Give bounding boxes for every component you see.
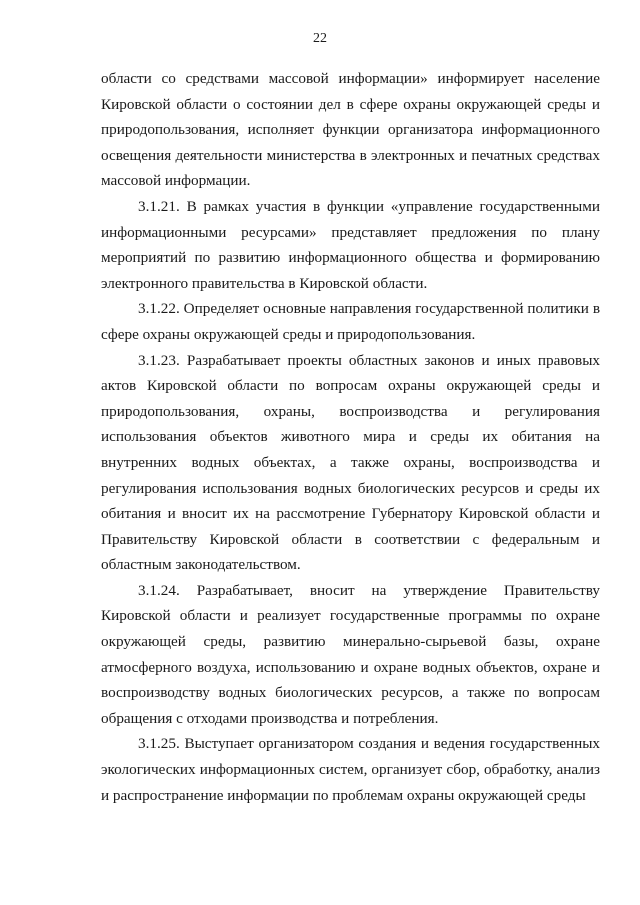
paragraph-3-1-23: 3.1.23. Разрабатывает проекты областных законов и иных правовых актов Кировской области по вопросам охраны окружающей среды и природопользования, охраны, воспроизводства и регулирования использования объектов животного мира и среды их обитания на внутренних водных объектах, а также охраны, воспроизводства и регулирования использования водных биологических ресурсов и среды их обитания и вносит их на рассмотрение Губернатору Кировской области и Правительству Кировской области в соответствии с федеральным и областным законодательством. xyxy=(101,351,600,574)
paragraph-3-1-24: 3.1.24. Разрабатывает, вносит на утверждение Правительству Кировской области и реализует государственные программы по охране окружающей среды, развитию минерально-сырьевой базы, охране атмосферного воздуха, использованию и охране водных объектов, охране и воспроизводству водных биологических ресурсов, а также по вопросам обращения с отходами производства и потребления. xyxy=(101,581,600,727)
paragraph-continuation: области со средствами массовой информации» информирует население Кировской области о состоянии дел в сфере охраны окружающей среды и природопользования, исполняет функции организатора информационного освещения деятельности министерства в электронных и печатных средствах массовой информации. xyxy=(101,70,600,190)
paragraph-3-1-21: 3.1.21. В рамках участия в функции «управление государственными информационными ресурсами» представляет предложения по плану мероприятий по развитию информационного общества и формированию электронного правительства в Кировской области. xyxy=(101,197,600,292)
paragraph-3-1-22: 3.1.22. Определяет основные направления государственной политики в сфере охраны окружающей среды и природопользования. xyxy=(101,300,600,343)
page-number: 22 xyxy=(313,31,327,46)
page-body xyxy=(101,66,600,808)
paragraph-3-1-25: 3.1.25. Выступает организатором создания и ведения государственных экологических информационных систем, организует сбор, обработку, анализ и распространение информации по проблемам охраны окружающей среды xyxy=(101,735,600,804)
